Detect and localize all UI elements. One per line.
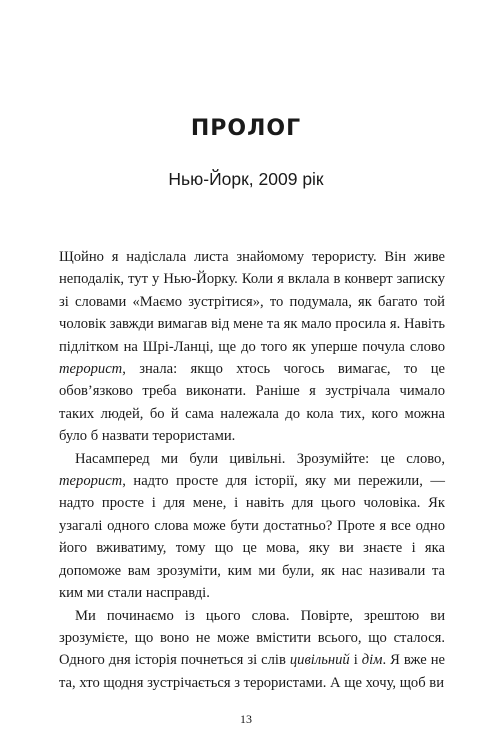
text-segment: . Я вже не та, хто щодня зустрічається з терористами. А ще хочу, щоб ви	[59, 652, 445, 691]
italic-term: цивільний	[289, 652, 350, 669]
body-text	[59, 246, 445, 694]
text-segment: Щойно я надіслала листа знайомому терористу. Він живе неподалік, тут у Нью-Йорку. Коли я вклала в конверт записку зі словами «Маємо зустрітися», то подумала, як багато той чоловік завжди вимагав від мене та як мало просила я. Навіть підлітком на Шрі-Ланці, ще до того як уперше почула слово	[59, 249, 445, 355]
text-segment: , знала: якщо хтось чогось вимагає, то це обов’язково треба виконати. Раніше я зустрічала чимало таких людей, бо й сама належала до кола тих, кого можна було б назвати терористами.	[59, 361, 445, 445]
italic-term: терорист	[59, 473, 123, 490]
paragraph-1	[59, 246, 445, 448]
text-segment: Насамперед ми були цивільні. Зрозумійте: це слово,	[75, 450, 445, 467]
text-segment: Ми починаємо із цього слова. Повірте, зрештою ви зрозумієте, що воно не може вмістити всього, що сталося. Одного дня історія почнеться зі слів	[59, 607, 445, 669]
text-segment: і	[349, 652, 362, 669]
italic-term: терорист	[59, 361, 123, 378]
italic-term: дім	[361, 652, 383, 669]
page-number: 13	[240, 712, 252, 726]
paragraph-2	[59, 448, 445, 605]
chapter-subtitle: Нью-Йорк, 2009 рік	[168, 169, 324, 189]
paragraph-3	[59, 605, 445, 695]
chapter-title: ПРОЛОГ	[190, 116, 302, 141]
text-segment: , надто просте для історії, яку ми пережили, — надто просте і для мене, і навіть для цього чоловіка. Як узагалі одного слова може бути достатньо? Проте я все одно його вживатиму, тому що це мова, яку ви знаєте і яка допоможе вам зрозуміти, ким ми були, як нас називали та ким ми стали насправді.	[59, 473, 445, 602]
